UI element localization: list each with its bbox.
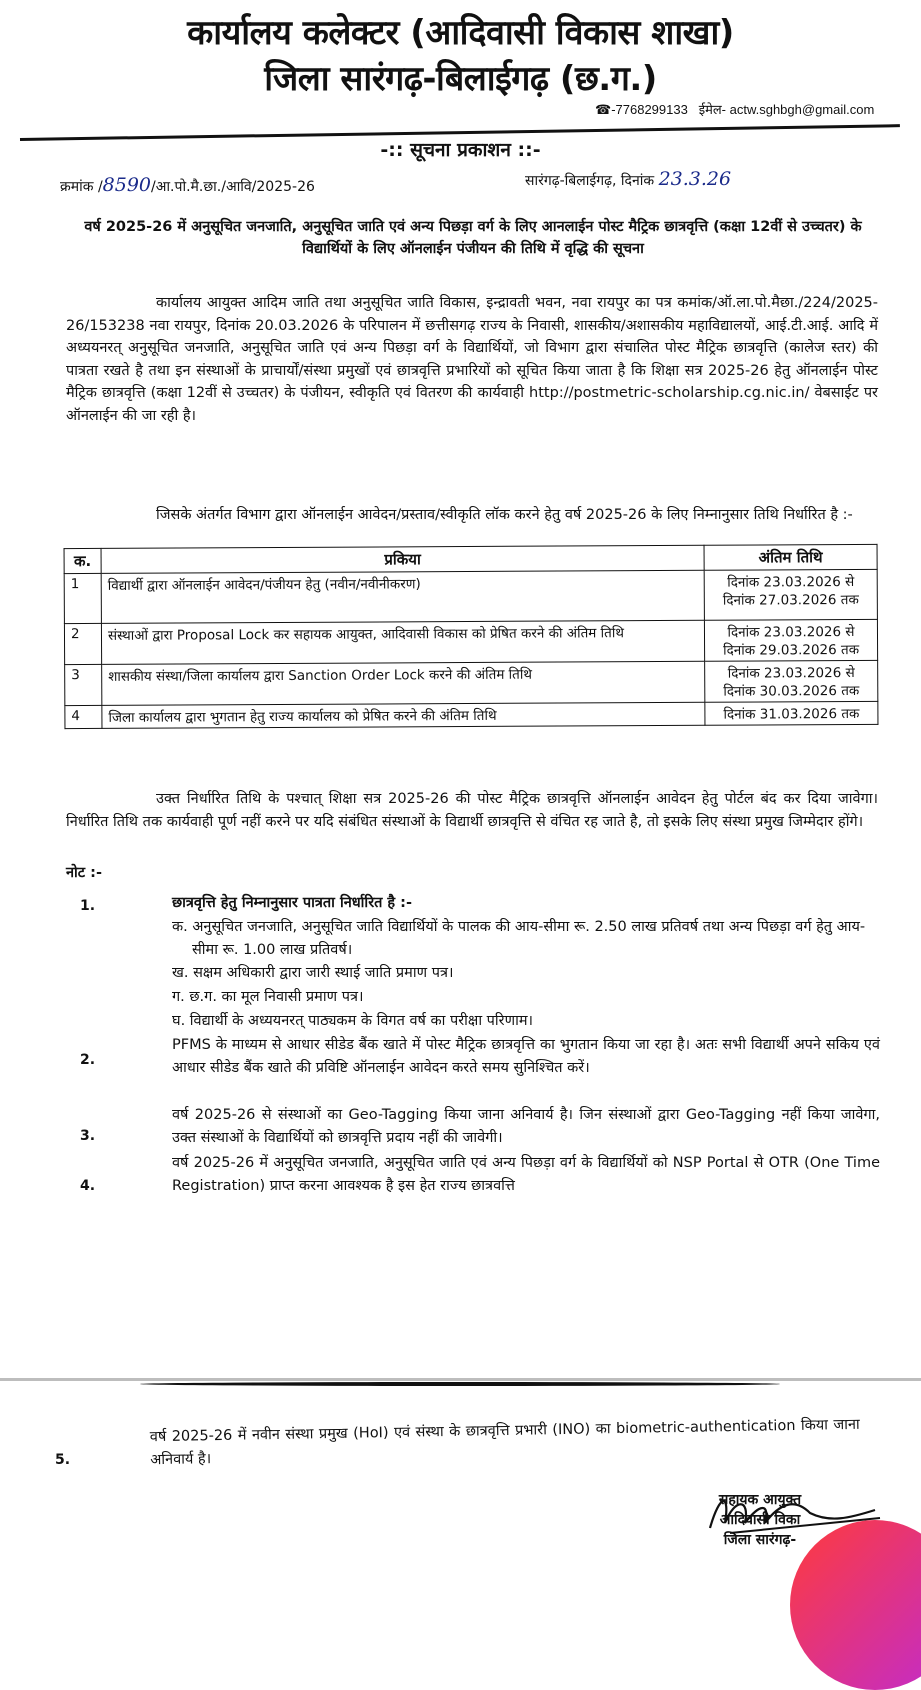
paragraph-2 [66, 504, 878, 527]
paragraph-3-text: उक्त निर्धारित तिथि के पश्चात् शिक्षा सत्र 2025-26 की पोस्ट मैट्रिक छात्रवृत्ति ऑनलाईन आवेदन हेतु पोर्टल बंद कर दिया जावेगा। निर्धारित तिथि तक कार्यवाही पूर्ण नहीं करने पर यदि संबंधित संस्थाओं के विद्यार्थी छात्रवृत्ति से वंचित रह जाते है, तो इसके लिए संस्था प्रमुख जिम्मेदार होंगे। [66, 791, 878, 830]
row-process: संस्थाओं द्वारा Proposal Lock कर सहायक आयुक्त, आदिवासी विकास को प्रेषित करने की अंतिम तिथि [101, 620, 704, 664]
row-process: विद्यार्थी द्वारा ऑनलाईन आवेदन/पंजीयन हेतु (नवीन/नवीनीकरण) [101, 570, 704, 623]
ref-suffix: /आ.पो.मै.छा./आवि/2025-26 [151, 179, 315, 195]
table-row [64, 619, 877, 664]
place-label: सारंगढ़-बिलाईगढ़, दिनांक [525, 173, 655, 189]
row-date: दिनांक 23.03.2026 से दिनांक 27.03.2026 तक [704, 569, 877, 620]
header-serial: क. [64, 548, 101, 573]
subject: वर्ष 2025-26 में अनुसूचित जनजाति, अनुसूचित जाति एवं अन्य पिछड़ा वर्ग के लिए आनलाईन पोस्ट मैट्रिक छात्रवृत्ति (कक्षा 12वीं से उच्चतर) के विद्यार्थियों के लिए ऑनलाईन पंजीयन की तिथि में वृद्धि की सूचना [84, 219, 862, 257]
handwritten-number: 8590 [102, 174, 152, 196]
note-text: वर्ष 2025-26 में नवीन संस्था प्रमुख (HoI) एवं संस्था के छात्रवृत्ति प्रभारी (INO) का biometric-authentication किया जाना अनिवार्य है। [149, 1416, 860, 1468]
row-no: 2 [64, 623, 101, 664]
row-no: 4 [65, 705, 102, 728]
phone-icon: ☎ [595, 102, 612, 117]
notice-title: -:: सूचना प्रकाशन ::- [380, 139, 541, 161]
note-number: 1. [80, 898, 96, 914]
office-title: कार्यालय कलेक्टर (आदिवासी विकास शाखा) [187, 13, 734, 53]
row-process: शासकीय संस्था/जिला कार्यालय द्वारा Sanction Order Lock करने की अंतिम तिथि [102, 661, 705, 705]
paragraph-2-text: जिसके अंतर्गत विभाग द्वारा ऑनलाईन आवेदन/प्रस्ताव/स्वीकृति लॉक करने हेतु वर्ष 2025-26 के लिए निम्नानुसार तिथि निर्धारित है :- [156, 507, 853, 523]
note-text: वर्ष 2025-26 से संस्थाओं का Geo-Tagging किया जाना अनिवार्य है। जिन संस्थाओं द्वारा Geo-Tagging नहीं किया जावेगा, उक्त संस्थाओं के विद्यार्थियों को छात्रवृत्ति प्रदाय नहीं की जावेगी। [172, 1107, 880, 1146]
paragraph-1 [66, 292, 878, 427]
email: ईमेल- actw.sghbgh@gmail.com [698, 102, 875, 117]
signatory-dept: आदिवासी विका [719, 1512, 801, 1528]
page-divider [0, 1378, 921, 1381]
row-date: दिनांक 23.03.2026 से दिनांक 29.03.2026 तक [704, 619, 877, 661]
handwritten-date: 23.3.26 [658, 168, 732, 190]
header-process: प्रकिया [101, 545, 704, 573]
row-date: दिनांक 23.03.2026 से दिनांक 30.03.2026 तक [705, 660, 878, 702]
eligibility-item: घ. विद्यार्थी के अध्ययनरत् पाठ्यकम के विगत वर्ष का परीक्षा परिणाम। [172, 1013, 534, 1029]
paragraph-3 [66, 788, 878, 833]
row-date: दिनांक 31.03.2026 तक [705, 701, 878, 725]
signatory-district: जिला सारंगढ़- [723, 1532, 797, 1548]
phone-number: -7768299133 [611, 102, 688, 117]
paragraph-1-text: कार्यालय आयुक्त आदिम जाति तथा अनुसूचित जाति विकास, इन्द्रावती भवन, नवा रायपुर का पत्र कमांक/ऑ.ला.पो.मैछा./224/2025-26/153238 नवा रायपुर, दिनांक 20.03.2026 के परिपालन में छत्तीसगढ़ राज्य के निवासी, शासकीय/अशासकीय महाविद्यालयों, आई.टी.आई. आदि में अध्ययनरत् अनुसूचित जनजाति, अनुसूचित जाति एवं अन्य पिछड़ा वर्ग के विद्यार्थियों, जो विभाग द्वारा संचालित पोस्ट मैट्रिक छात्रवृत्ति (कालेज स्तर) की पात्रता रखते है तथा इन संस्थाओं के प्राचार्यों/संस्था प्रमुखों एवं छात्रवृत्ति प्रभारियों को सूचित किया जाता है कि शिक्षा सत्र 2025-26 हेतु ऑनलाईन पोस्ट मैट्रिक छात्रवृत्ति (कक्षा 12वीं से उच्चतर) के पंजीयन, स्वीकृति एवं वितरण की कार्यवाही http://postmetric-scholarship.cg.nic.in/ वेबसाईट पर ऑनलाईन की जा रही है। [66, 295, 878, 424]
eligibility-item: ख. सक्षम अधिकारी द्वारा जारी स्थाई जाति प्रमाण पत्र। [172, 965, 454, 981]
note-label: नोट :- [66, 865, 102, 881]
place-date [525, 168, 731, 190]
table-row [64, 569, 877, 623]
schedule-table [64, 544, 879, 729]
ref-prefix: क्रमांक / [60, 179, 103, 195]
note-text: PFMS के माध्यम से आधार सीडेड बैंक खाते में पोस्ट मैट्रिक छात्रवृत्ति का भुगतान किया जा रहा है। अतः सभी विद्यार्थी अपने सकिय एवं आधार सीडेड बैंक खाते की प्रविष्टि ऑनलाईन आवेदन करते समय सुनिश्चित करें। [172, 1037, 880, 1076]
note-number: 4. [80, 1178, 96, 1194]
district-title: जिला सारंगढ़-बिलाईगढ़ (छ.ग.) [264, 59, 657, 99]
note-number: 3. [80, 1128, 96, 1144]
table-row [65, 660, 878, 705]
note-text: छात्रवृत्ति हेतु निम्नानुसार पात्रता निर्धारित है :- [172, 895, 412, 911]
contact-info [595, 100, 874, 118]
page-edge-shadow [140, 1382, 780, 1386]
eligibility-item: क. अनुसूचित जनजाति, अनुसूचित जाति विद्यार्थियों के पालक की आय-सीमा रू. 2.50 लाख प्रतिवर्ष तथा अन्य पिछड़ा वर्ग हेतु आय-सीमा रू. 1.00 लाख प्रतिवर्ष। [172, 919, 866, 958]
signatory-title: सहायक आयुक्त [718, 1492, 802, 1508]
note-number: 5. [55, 1452, 71, 1468]
note-number: 2. [80, 1052, 96, 1068]
row-process: जिला कार्यालय द्वारा भुगतान हेतु राज्य कार्यालय को प्रेषित करने की अंतिम तिथि [102, 702, 705, 728]
row-no: 1 [64, 573, 101, 623]
note-text: वर्ष 2025-26 में अनुसूचित जनजाति, अनुसूचित जाति एवं अन्य पिछड़ा वर्ग के विद्यार्थियों को NSP Portal से OTR (One Time Registration) प्राप्त करना आवश्यक है इस हेत राज्य छात्रवत्ति [172, 1155, 880, 1194]
eligibility-item: ग. छ.ग. का मूल निवासी प्रमाण पत्र। [172, 989, 364, 1005]
header-last-date: अंतिम तिथि [704, 544, 877, 570]
reference-number [60, 174, 315, 196]
row-no: 3 [65, 664, 102, 705]
table-row [65, 701, 878, 728]
